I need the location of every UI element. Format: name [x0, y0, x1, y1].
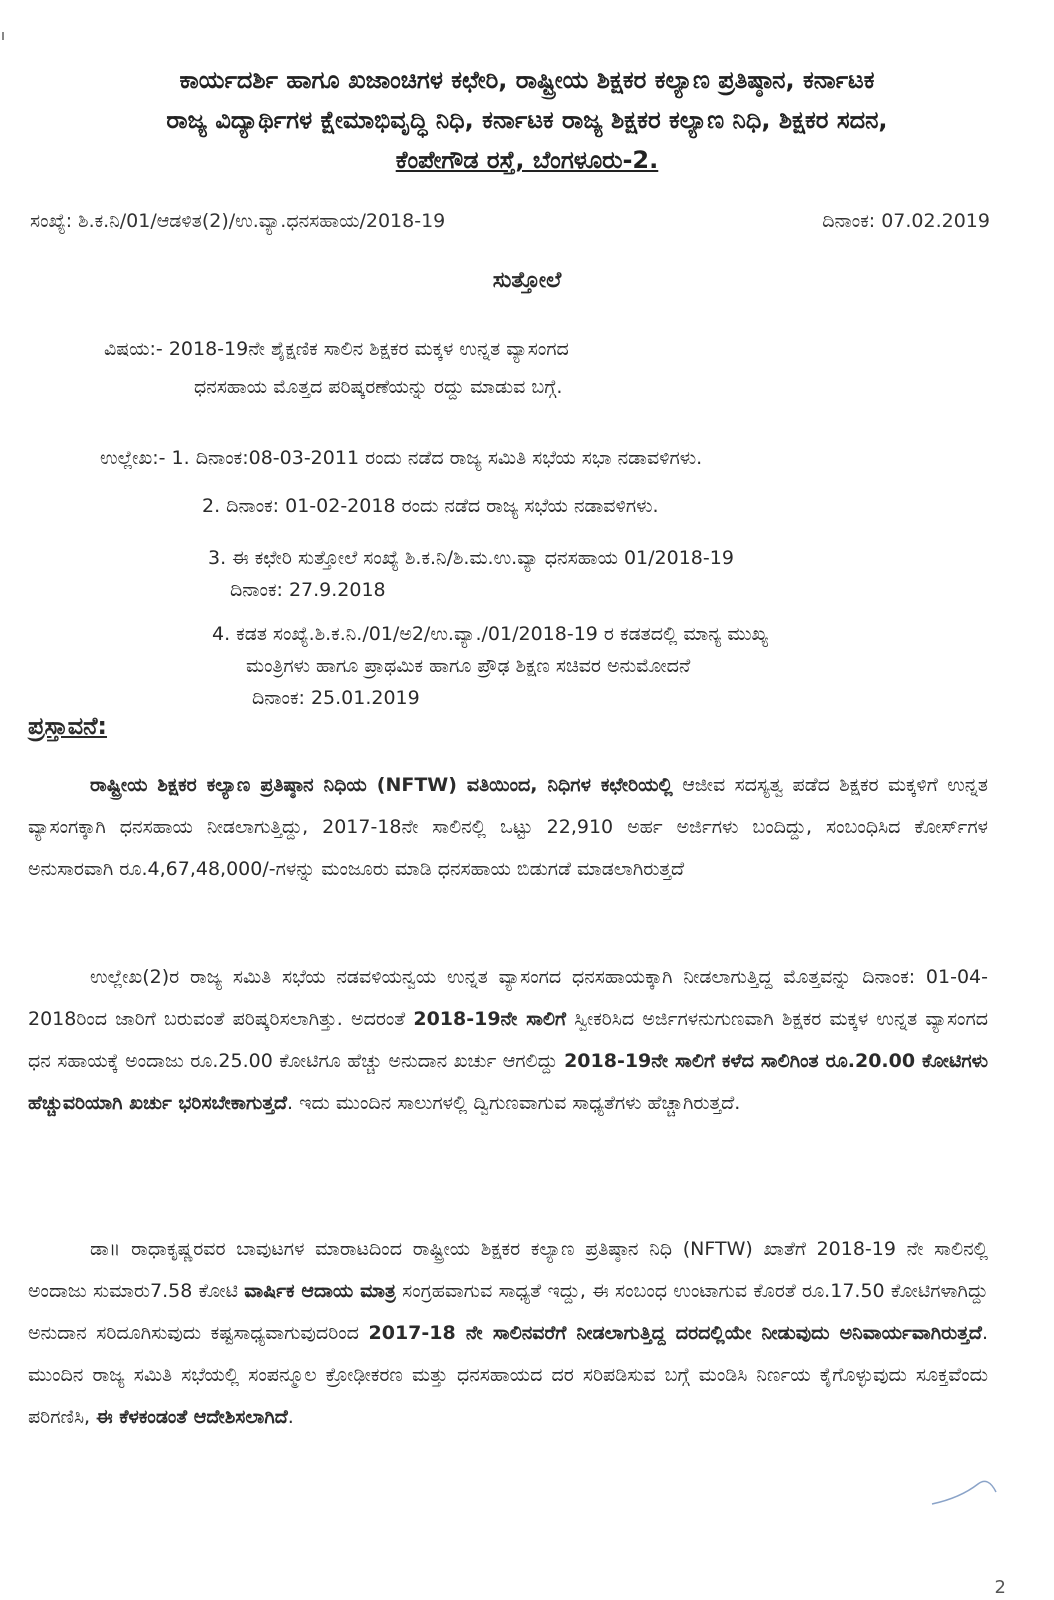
para2-text-1: ಉಲ್ಲೇಖ(2)ರ ರಾಜ್ಯ ಸಮಿತಿ ಸಭೆಯ ನಡವಳಿಯನ್ವಯ ಉನ್ನತ ವ್ಯಾಸಂಗದ ಧನಸಹಾಯಕ್ಕಾಗಿ ನೀಡಲಾಗುತ್ತಿದ್ದ ಮೊತ್ತವನ್ನು ದಿನಾಂಕ: 01-04-2018ರಿಂದ ಜಾರಿಗೆ ಬರುವಂತೆ ಪರಿಷ್ಕರಿಸಲಾಗಿತ್ತು. ಅದರಂತೆ: [28, 966, 988, 1030]
reference-2: 2. ದಿನಾಂಕ: 01-02-2018 ರಂದು ನಡೆದ ರಾಜ್ಯ ಸಭೆಯ ನಡಾವಳಿಗಳು.: [202, 495, 659, 517]
preamble-heading: ಪ್ರಸ್ತಾವನೆ:: [28, 712, 108, 740]
subject-line-1: ವಿಷಯ:- 2018-19ನೇ ಶೈಕ್ಷಣಿಕ ಸಾಲಿನ ಶಿಕ್ಷಕರ ಮಕ್ಕಳ ಉನ್ನತ ವ್ಯಾಸಂಗದ: [104, 338, 569, 360]
para3-text-2: ಸಂಗ್ರಹವಾಗುವ ಸಾಧ್ಯತೆ ಇದ್ದು, ಈ ಸಂಬಂಧ ಉಂಟಾಗುವ ಕೊರತೆ ರೂ.17.50 ಕೋಟಿಗಳಾಗಿದ್ದು ಅನುದಾನ ಸರಿದೂಗಿಸುವುದು ಕಷ್ಟಸಾಧ್ಯವಾಗುವುದರಿಂದ: [28, 1280, 988, 1344]
reference-4c: ದಿನಾಂಕ: 25.01.2019: [252, 687, 420, 709]
subject-block: [104, 330, 984, 406]
scan-margin-mark: [2, 32, 4, 40]
reference-4b: ಮಂತ್ರಿಗಳು ಹಾಗೂ ಪ್ರಾಥಮಿಕ ಹಾಗೂ ಪ್ರೌಢ ಶಿಕ್ಷಣ ಸಚಿವರ ಅನುಮೋದನೆ: [246, 655, 691, 677]
para3-bold-1: ವಾರ್ಷಿಕ ಆದಾಯ ಮಾತ್ರ: [244, 1280, 396, 1302]
paragraph-3: [28, 1228, 988, 1438]
reference-4a: 4. ಕಡತ ಸಂಖ್ಯೆ.ಶಿ.ಕ.ನಿ./01/ಅ2/ಉ.ವ್ಯಾ./01/2018-19 ರ ಕಡತದಲ್ಲಿ ಮಾನ್ಯ ಮುಖ್ಯ: [212, 623, 768, 645]
reference-1: ಉಲ್ಲೇಖ:- 1. ದಿನಾಂಕ:08-03-2011 ರಂದು ನಡೆದ ರಾಜ್ಯ ಸಮಿತಿ ಸಭೆಯ ಸಭಾ ನಡಾವಳಿಗಳು.: [100, 447, 703, 469]
para3-bold-2: 2017-18 ನೇ ಸಾಲಿನವರೆಗೆ ನೀಡಲಾಗುತ್ತಿದ್ದ ದರದಲ್ಲಿಯೇ ನೀಡುವುದು ಅನಿವಾರ್ಯವಾಗಿರುತ್ತದೆ: [368, 1322, 982, 1344]
paragraph-1: [28, 764, 988, 890]
header-line-2: ರಾಜ್ಯ ವಿದ್ಯಾರ್ಥಿಗಳ ಕ್ಷೇಮಾಭಿವೃದ್ಧಿ ನಿಧಿ, ಕರ್ನಾಟಕ ರಾಜ್ಯ ಶಿಕ್ಷಕರ ಕಲ್ಯಾಣ ನಿಧಿ, ಶಿಕ್ಷಕರ ಸದನ,: [166, 106, 888, 134]
circular-title: ಸುತ್ತೋಲೆ: [492, 268, 562, 293]
para2-text-2: ಸ್ವೀಕರಿಸಿದ ಅರ್ಜಿಗಳನುಗುಣವಾಗಿ ಶಿಕ್ಷಕರ ಮಕ್ಕಳ ಉನ್ನತ ವ್ಯಾಸಂಗದ ಧನ ಸಹಾಯಕ್ಕೆ ಅಂದಾಜು ರೂ.25.00 ಕೋಟಿಗೂ ಹೆಚ್ಚು ಅನುದಾನ ಖರ್ಚು ಆಗಲಿದ್ದು: [28, 1008, 988, 1072]
header-line-1: ಕಾರ್ಯದರ್ಶಿ ಹಾಗೂ ಖಜಾಂಚಿಗಳ ಕಛೇರಿ, ರಾಷ್ಟ್ರೀಯ ಶಿಕ್ಷಕರ ಕಲ್ಯಾಣ ಪ್ರತಿಷ್ಠಾನ, ಕರ್ನಾಟಕ: [179, 66, 875, 94]
page-number: 2: [994, 1577, 1006, 1598]
reference-number: ಸಂಖ್ಯೆ: ಶಿ.ಕ.ನಿ/01/ಆಡಳಿತ(2)/ಉ.ವ್ಯಾ.ಧನಸಹಾಯ/2018-19: [30, 210, 446, 232]
para2-bold-1: 2018-19ನೇ ಸಾಲಿಗೆ: [413, 1008, 567, 1030]
document-date: ದಿನಾಂಕ: 07.02.2019: [822, 210, 990, 232]
para2-text-3: . ಇದು ಮುಂದಿನ ಸಾಲುಗಳಲ್ಲಿ ದ್ವಿಗುಣವಾಗುವ ಸಾಧ್ಯತೆಗಳು ಹೆಚ್ಚಾಗಿರುತ್ತದೆ.: [287, 1092, 741, 1114]
para3-text-3: . ಮುಂದಿನ ರಾಜ್ಯ ಸಮಿತಿ ಸಭೆಯಲ್ಲಿ ಸಂಪನ್ಮೂಲ ಕ್ರೋಢೀಕರಣ ಮತ್ತು ಧನಸಹಾಯದ ದರ ಸರಿಪಡಿಸುವ ಬಗ್ಗೆ ಮಂಡಿಸಿ ನಿರ್ಣಯ ಕೈಗೊಳ್ಳುವುದು ಸೂಕ್ತವೆಂದು ಪರಿಗಣಿಸಿ,: [28, 1322, 988, 1428]
reference-3b: ದಿನಾಂಕ: 27.9.2018: [230, 579, 386, 601]
header-line-3: [30, 140, 1024, 180]
para3-text-1: ಡಾ॥ ರಾಧಾಕೃಷ್ಣರವರ ಬಾವುಟಗಳ ಮಾರಾಟದಿಂದ ರಾಷ್ಟ್ರೀಯ ಶಿಕ್ಷಕರ ಕಲ್ಯಾಣ ಪ್ರತಿಷ್ಠಾನ ನಿಧಿ (NFTW) ಖಾತೆಗೆ 2018-19 ನೇ ಸಾಲಿನಲ್ಲಿ ಅಂದಾಜು ಸುಮಾರು7.58 ಕೋಟಿ: [28, 1238, 988, 1302]
para3-text-4: .: [287, 1406, 294, 1428]
pen-stroke-mark: [930, 1470, 1000, 1510]
para2-bold-2: 2018-19ನೇ ಸಾಲಿಗೆ ಕಳೆದ ಸಾಲಿಗಿಂತ ರೂ.20.00 ಕೋಟಿಗಳು ಹೆಚ್ಚುವರಿಯಾಗಿ ಖರ್ಚು ಭರಿಸಬೇಕಾಗುತ್ತದೆ: [28, 1050, 988, 1114]
para1-bold-lead: ರಾಷ್ಟ್ರೀಯ ಶಿಕ್ಷಕರ ಕಲ್ಯಾಣ ಪ್ರತಿಷ್ಠಾನ ನಿಧಿಯ (NFTW) ವತಿಯಿಂದ, ನಿಧಿಗಳ ಕಛೇರಿಯಲ್ಲಿ: [90, 774, 673, 796]
office-header: [30, 60, 1024, 180]
reference-3a: 3. ಈ ಕಛೇರಿ ಸುತ್ತೋಲೆ ಸಂಖ್ಯೆ ಶಿ.ಕ.ನಿ/ಶಿ.ಮ.ಉ.ವ್ಯಾ ಧನಸಹಾಯ 01/2018-19: [208, 547, 734, 569]
subject-line-2: ಧನಸಹಾಯ ಮೊತ್ತದ ಪರಿಷ್ಕರಣೆಯನ್ನು ರದ್ದು ಮಾಡುವ ಬಗ್ಗೆ.: [194, 376, 563, 398]
para3-bold-3: ಈ ಕೆಳಕಂಡಂತೆ ಆದೇಶಿಸಲಾಗಿದೆ: [96, 1406, 288, 1428]
para1-text: ಆಜೀವ ಸದಸ್ಯತ್ವ ಪಡೆದ ಶಿಕ್ಷಕರ ಮಕ್ಕಳಿಗೆ ಉನ್ನತ ವ್ಯಾಸಂಗಕ್ಕಾಗಿ ಧನಸಹಾಯ ನೀಡಲಾಗುತ್ತಿದ್ದು, 2017-18ನೇ ಸಾಲಿನಲ್ಲಿ ಒಟ್ಟು 22,910 ಅರ್ಹ ಅರ್ಜಿಗಳು ಬಂದಿದ್ದು, ಸಂಬಂಧಿಸಿದ ಕೋರ್ಸ್‌ಗಳ ಅನುಸಾರವಾಗಿ ರೂ.4,67,48,000/-ಗಳನ್ನು ಮಂಜೂರು ಮಾಡಿ ಧನಸಹಾಯ ಬಿಡುಗಡೆ ಮಾಡಲಾಗಿರುತ್ತದೆ: [28, 774, 988, 880]
paragraph-2: [28, 956, 988, 1124]
reference-line: [30, 210, 990, 232]
header-line-3-text: ಕೆಂಪೇಗೌಡ ರಸ್ತೆ, ಬೆಂಗಳೂರು-2.: [395, 146, 659, 174]
